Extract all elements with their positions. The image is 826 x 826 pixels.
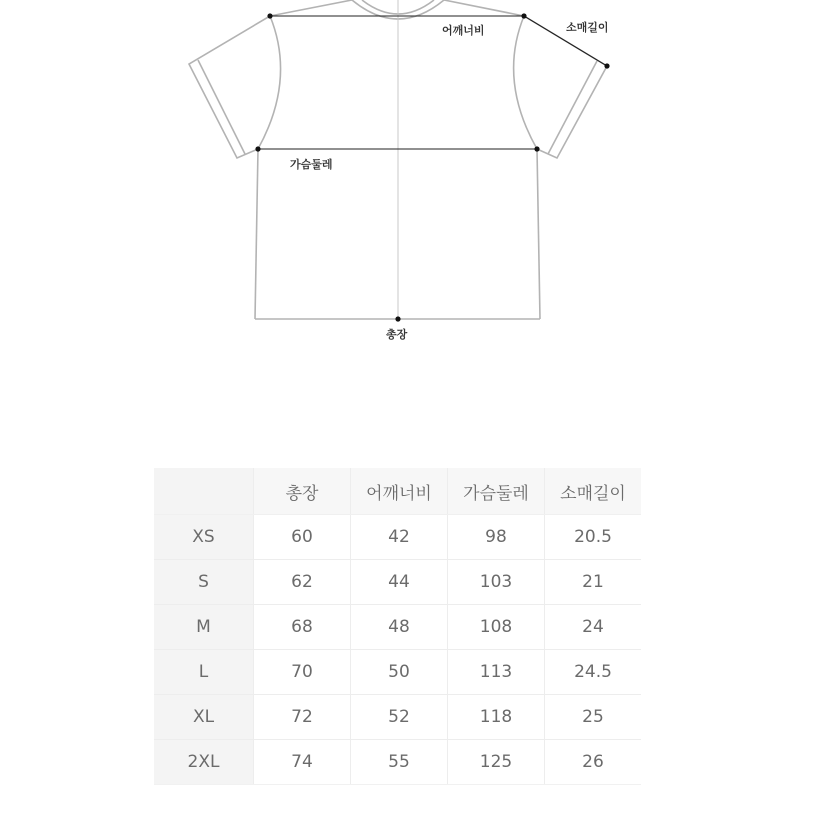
header-cell-corner (154, 468, 254, 515)
length-label: 총장 (386, 328, 408, 341)
sleeve-end-point (604, 63, 609, 68)
right-sleeve (524, 16, 607, 158)
right-sleeve-cuff (548, 61, 597, 154)
length-cell: 74 (254, 740, 351, 785)
size-cell: L (154, 650, 254, 695)
length-cell: 72 (254, 695, 351, 740)
chest-cell: 118 (448, 695, 545, 740)
right-armhole (514, 16, 537, 149)
sleeve-cell: 25 (545, 695, 642, 740)
right-body-side (537, 149, 540, 319)
left-body-side (255, 149, 258, 319)
chest-cell: 108 (448, 605, 545, 650)
chest-cell: 113 (448, 650, 545, 695)
hem-center-point (395, 316, 400, 321)
sleeve-label: 소매길이 (566, 21, 609, 34)
size-cell: XL (154, 695, 254, 740)
tshirt-outline (0, 0, 826, 360)
length-cell: 60 (254, 515, 351, 560)
header-cell-length: 총장 (254, 468, 351, 515)
shoulder-cell: 42 (351, 515, 448, 560)
shoulder-cell: 55 (351, 740, 448, 785)
length-cell: 70 (254, 650, 351, 695)
chest-label: 가슴둘레 (290, 158, 333, 171)
table-row (154, 515, 641, 560)
shoulder-cell: 52 (351, 695, 448, 740)
left-sleeve (189, 16, 270, 158)
shoulder-right-point (521, 13, 526, 18)
table-row (154, 650, 641, 695)
shoulder-cell: 48 (351, 605, 448, 650)
right-shoulder (444, 0, 524, 16)
length-cell: 62 (254, 560, 351, 605)
chest-cell: 98 (448, 515, 545, 560)
table-header-row (154, 468, 641, 515)
sleeve-cell: 21 (545, 560, 642, 605)
table-row (154, 560, 641, 605)
left-shoulder (270, 0, 352, 16)
size-cell: S (154, 560, 254, 605)
size-cell: 2XL (154, 740, 254, 785)
sleeve-cell: 24 (545, 605, 642, 650)
size-table (154, 468, 641, 785)
chest-cell: 103 (448, 560, 545, 605)
sleeve-cell: 24.5 (545, 650, 642, 695)
size-cell: M (154, 605, 254, 650)
shoulder-cell: 50 (351, 650, 448, 695)
header-cell-chest: 가슴둘레 (448, 468, 545, 515)
header-cell-sleeve: 소매길이 (545, 468, 642, 515)
length-cell: 68 (254, 605, 351, 650)
table-row (154, 740, 641, 785)
chest-cell: 125 (448, 740, 545, 785)
chest-left-point (255, 146, 260, 151)
shoulder-label: 어깨너비 (442, 24, 485, 37)
table-row (154, 695, 641, 740)
shoulder-cell: 44 (351, 560, 448, 605)
left-sleeve-cuff (198, 60, 245, 154)
left-armhole (258, 16, 281, 149)
size-cell: XS (154, 515, 254, 560)
header-cell-shoulder: 어깨너비 (351, 468, 448, 515)
table-row (154, 605, 641, 650)
sleeve-cell: 20.5 (545, 515, 642, 560)
chest-right-point (534, 146, 539, 151)
shoulder-left-point (267, 13, 272, 18)
tshirt-size-diagram (0, 0, 826, 360)
sleeve-cell: 26 (545, 740, 642, 785)
